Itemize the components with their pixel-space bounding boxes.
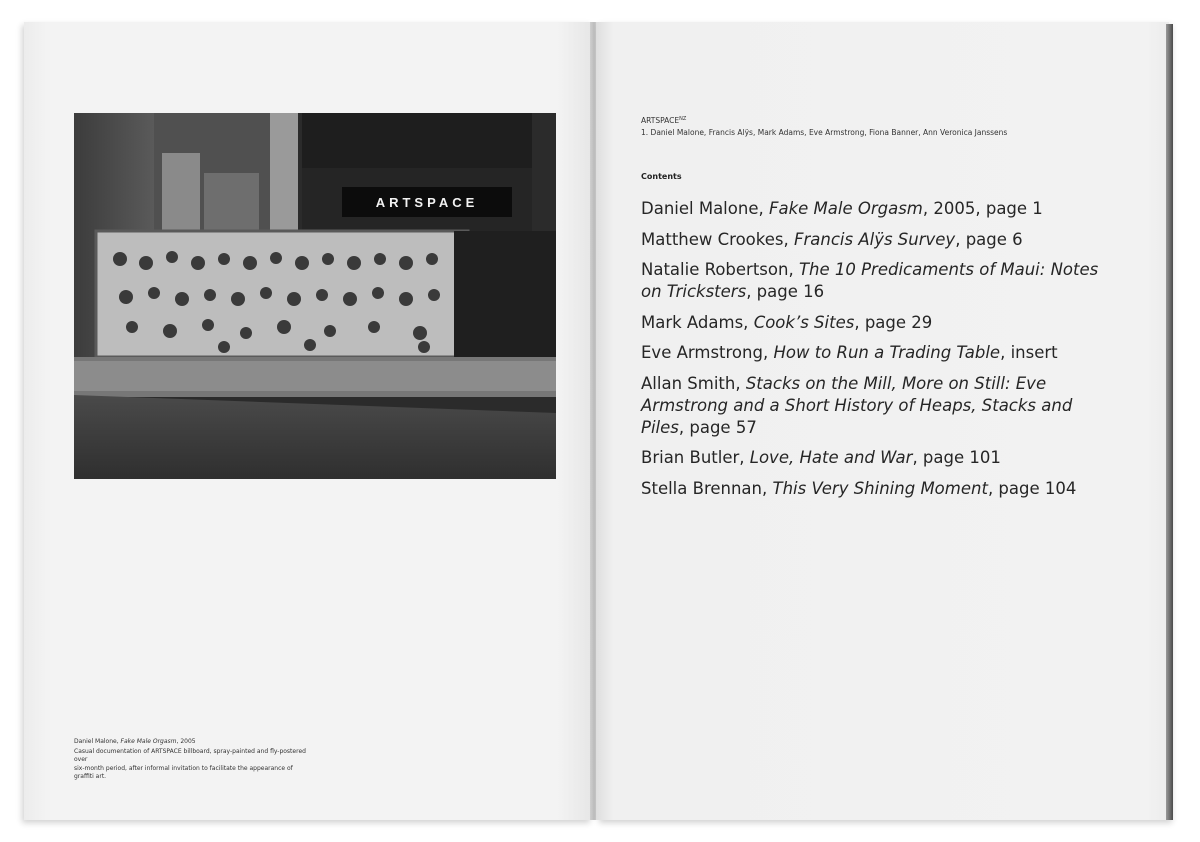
photo-caption xyxy=(74,738,314,782)
toc-entry xyxy=(641,447,1111,469)
toc-entry-author: Stella Brennan, xyxy=(641,478,773,498)
caption-line-1: Casual documentation of ARTSPACE billboard, spray-painted and fly-postered over xyxy=(74,747,306,763)
toc-entry-author: Brian Butler, xyxy=(641,448,750,467)
caption-author: Daniel Malone, xyxy=(74,738,121,745)
toc-entry-page: , page 57 xyxy=(678,417,757,437)
toc-entry-author: Matthew Crookes, xyxy=(641,229,794,249)
caption-title xyxy=(74,738,314,747)
toc-entry xyxy=(641,229,1111,251)
toc-entry xyxy=(641,342,1111,364)
billboard-photo-illustration xyxy=(74,113,556,479)
contents-heading: Contents xyxy=(641,172,682,181)
toc-entry-page: , 2005, page 1 xyxy=(922,199,1043,218)
billboard-photo xyxy=(74,113,556,479)
toc-entry-title: Love, Hate and War xyxy=(749,448,913,467)
volume-line: 1. Daniel Malone, Francis Alÿs, Mark Adams, Eve Armstrong, Fiona Banner, Ann Veronica Janssens xyxy=(641,128,1008,137)
toc-entry xyxy=(641,259,1111,303)
toc-entry-page: , page 29 xyxy=(854,312,933,332)
toc-entry-author: Eve Armstrong, xyxy=(641,343,774,362)
toc-entry-page: , page 6 xyxy=(955,229,1023,249)
toc-entry-page: , insert xyxy=(1000,343,1058,362)
toc-entry-page: , page 16 xyxy=(746,282,825,301)
page-edge-stack xyxy=(1166,24,1173,820)
org-name-text: ARTSPACE xyxy=(641,116,680,125)
caption-line-2: six-month period, after informal invitation to facilitate the appearance of graffiti art. xyxy=(74,764,293,780)
toc-entry-title: Francis Alÿs Survey xyxy=(793,229,956,249)
toc-entry-title: The 10 Predicaments of Maui: Notes on Tricksters xyxy=(641,260,1099,301)
org-superscript: NZ xyxy=(679,116,687,122)
toc-entry-title: How to Run a Trading Table xyxy=(773,343,1001,362)
toc-entry-page: , page 101 xyxy=(912,448,1001,467)
toc-entry-title: Stacks on the Mill, More on Still: Eve Armstrong and a Short History of Heaps, Stacks and Piles xyxy=(641,373,1073,437)
toc-entry xyxy=(641,373,1111,439)
toc-entry xyxy=(641,478,1111,500)
toc-entry-title: This Very Shining Moment xyxy=(772,478,988,498)
toc-entry-author: Daniel Malone, xyxy=(641,199,769,218)
org-name xyxy=(641,113,1007,127)
table-of-contents xyxy=(641,198,1111,508)
toc-entry-author: Allan Smith, xyxy=(641,373,746,393)
caption-year: , 2005 xyxy=(176,738,196,745)
toc-entry-title: Cook’s Sites xyxy=(753,312,855,332)
artspace-sign-text: ARTSPACE xyxy=(375,195,479,210)
toc-entry-title: Fake Male Orgasm xyxy=(768,199,923,218)
caption-work-title: Fake Male Orgasm xyxy=(120,738,177,745)
toc-entry xyxy=(641,198,1111,220)
toc-entry xyxy=(641,312,1111,334)
right-page-header xyxy=(641,113,1007,139)
toc-entry-author: Natalie Robertson, xyxy=(641,260,799,279)
toc-entry-author: Mark Adams, xyxy=(641,312,754,332)
toc-entry-page: , page 104 xyxy=(987,478,1077,498)
